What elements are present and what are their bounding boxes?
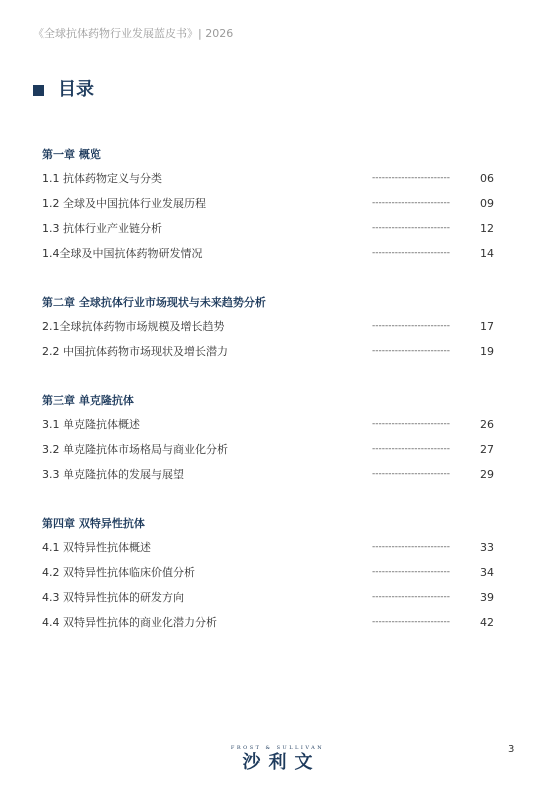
toc-entry-label: 3.1 单克隆抗体概述 — [42, 418, 140, 431]
toc-leader: ------------------------ — [372, 223, 450, 233]
toc-entry-label: 2.1全球抗体药物市场规模及增长趋势 — [42, 320, 225, 333]
toc-entry-label: 4.2 双特异性抗体临床价值分析 — [42, 566, 195, 579]
toc-entry-label: 2.2 中国抗体药物市场现状及增长潜力 — [42, 345, 228, 358]
toc-entry-label: 1.2 全球及中国抗体行业发展历程 — [42, 197, 206, 210]
chapter-title[interactable]: 第二章 全球抗体行业市场现状与未来趋势分析 — [42, 296, 266, 309]
logo-chinese-text: 沙利文 — [242, 752, 321, 773]
toc-entry[interactable] — [42, 560, 494, 585]
chapter-title[interactable]: 第四章 双特异性抗体 — [42, 517, 145, 530]
toc-entry[interactable] — [42, 216, 494, 241]
toc-leader: ------------------------ — [372, 617, 450, 627]
square-bullet-icon — [33, 85, 44, 96]
page-number: 3 — [508, 744, 515, 755]
toc-entry-label: 1.3 抗体行业产业链分析 — [42, 222, 162, 235]
logo-english-text: FROST & SULLIVAN — [230, 745, 325, 751]
toc-entry-page: 06 — [480, 172, 494, 185]
chapter-4 — [42, 513, 494, 635]
toc-leader: ------------------------ — [372, 346, 450, 356]
toc-entry[interactable] — [42, 462, 494, 487]
toc-entry-label: 4.4 双特异性抗体的商业化潜力分析 — [42, 616, 217, 629]
frost-sullivan-logo — [0, 744, 555, 774]
toc-entry-page: 17 — [480, 320, 494, 333]
toc-entry-page: 33 — [480, 541, 494, 554]
toc-leader: ------------------------ — [372, 198, 450, 208]
chapter-1 — [42, 144, 494, 266]
toc-leader: ------------------------ — [372, 419, 450, 429]
toc-entry-page: 42 — [480, 616, 494, 629]
toc-leader: ------------------------ — [372, 567, 450, 577]
toc-entry[interactable] — [42, 412, 494, 437]
toc-leader: ------------------------ — [372, 592, 450, 602]
toc-entry-page: 14 — [480, 247, 494, 260]
toc-leader: ------------------------ — [372, 321, 450, 331]
toc-leader: ------------------------ — [372, 542, 450, 552]
toc-entry[interactable] — [42, 535, 494, 560]
toc-entry-page: 19 — [480, 345, 494, 358]
toc-entry-page: 29 — [480, 468, 494, 481]
toc-entry[interactable] — [42, 585, 494, 610]
toc-entry-page: 34 — [480, 566, 494, 579]
toc-entry-label: 1.1 抗体药物定义与分类 — [42, 172, 162, 185]
chapter-title[interactable]: 第三章 单克隆抗体 — [42, 394, 134, 407]
toc-entry[interactable] — [42, 437, 494, 462]
toc-entry-page: 39 — [480, 591, 494, 604]
document-header: 《全球抗体药物行业发展蓝皮书》| 2026 — [33, 27, 234, 40]
toc-entry-label: 1.4全球及中国抗体药物研发情况 — [42, 247, 203, 260]
chapter-title[interactable]: 第一章 概览 — [42, 148, 101, 161]
table-of-contents — [42, 144, 494, 661]
toc-entry-page: 27 — [480, 443, 494, 456]
toc-entry[interactable] — [42, 314, 494, 339]
toc-leader: ------------------------ — [372, 248, 450, 258]
toc-leader: ------------------------ — [372, 444, 450, 454]
toc-entry[interactable] — [42, 339, 494, 364]
toc-title: 目录 — [58, 79, 94, 100]
toc-entry-page: 26 — [480, 418, 494, 431]
toc-entry-label: 3.2 单克隆抗体市场格局与商业化分析 — [42, 443, 228, 456]
toc-heading — [33, 79, 94, 101]
toc-entry-label: 4.3 双特异性抗体的研发方向 — [42, 591, 184, 604]
toc-entry[interactable] — [42, 191, 494, 216]
toc-entry[interactable] — [42, 166, 494, 191]
toc-leader: ------------------------ — [372, 469, 450, 479]
toc-entry-label: 4.1 双特异性抗体概述 — [42, 541, 151, 554]
toc-entry[interactable] — [42, 241, 494, 266]
toc-entry-page: 12 — [480, 222, 494, 235]
chapter-3 — [42, 390, 494, 487]
toc-entry-page: 09 — [480, 197, 494, 210]
toc-leader: ------------------------ — [372, 173, 450, 183]
chapter-2 — [42, 292, 494, 364]
toc-entry-label: 3.3 单克隆抗体的发展与展望 — [42, 468, 184, 481]
toc-entry[interactable] — [42, 610, 494, 635]
